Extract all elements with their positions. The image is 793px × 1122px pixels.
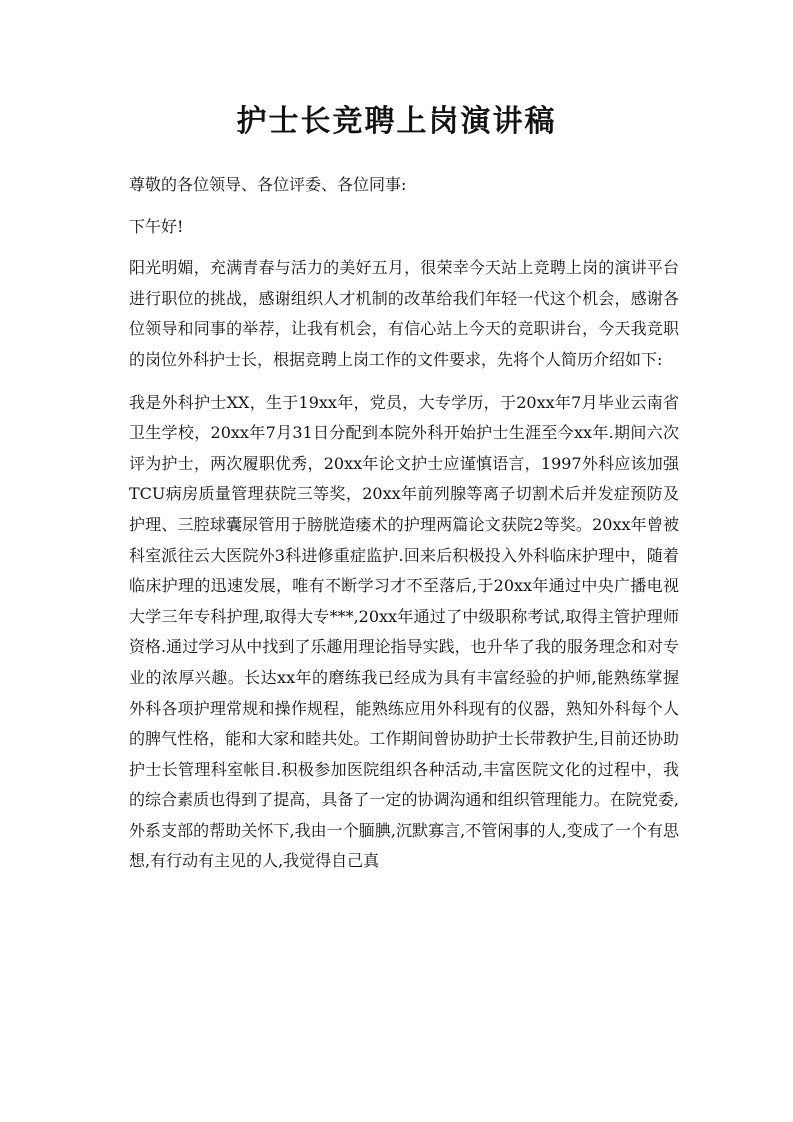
document-body	[119, 170, 679, 887]
intro-paragraph: 阳光明媚，充满青春与活力的美好五月，很荣幸今天站上竞聘上岗的演讲平台进行职位的挑战，感谢组织人才机制的改革给我们年轻一代这个机会，感谢各位领导和同事的举荐，让我有机会，有信心站上今天的竞职讲台，今天我竞职的岗位外科护士长，根据竞聘上岗工作的文件要求，先将个人简历介绍如下:	[129, 258, 679, 369]
document-title: 护士长竞聘上岗演讲稿	[236, 104, 557, 139]
greeting-paragraph: 下午好!	[129, 216, 184, 236]
resume-paragraph: 我是外科护士XX，生于19xx年，党员，大专学历，于20xx年7月毕业云南省卫生学校，20xx年7月31日分配到本院外科开始护士生涯至今xx年.期间六次评为护士，两次履职优秀，20xx年论文护士应谨慎语言，1997外科应该加强TCU病房质量管理获院三等奖，20xx年前列腺等离子切割术后并发症预防及护理、三腔球囊尿管用于膀胱造瘘术的护理两篇论文获院2等奖。20xx年曾被科室派往云大医院外3科进修重症监护.回来后积极投入外科临床护理中，随着临床护理的迅速发展，唯有不断学习才不至落后,于20xx年通过中央广播电视大学三年专科护理,取得大专***,20xx年通过了中级职称考试,取得主管护理师资格.通过学习从中找到了乐趣用理论指导实践，也升华了我的服务理念和对专业的浓厚兴趣。长达xx年的磨练我已经成为具有丰富经验的护师,能熟练掌握外科各项护理常规和操作规程，能熟练应用外科现有的仪器，熟知外科每个人的脾气性格，能和大家和睦共处。工作期间曾协助护士长带教护生,目前还协助护士长管理科室帐目.积极参加医院组织各种活动,丰富医院文化的过程中，我的综合素质也得到了提高，具备了一定的协调沟通和组织管理能力。在院党委,外系支部的帮助关怀下,我由一个腼腆,沉默寡言,不管闲事的人,变成了一个有思想,有行动有主见的人,我觉得自己真	[129, 392, 679, 871]
salutation-paragraph: 尊敬的各位领导、各位评委、各位同事:	[129, 175, 407, 194]
